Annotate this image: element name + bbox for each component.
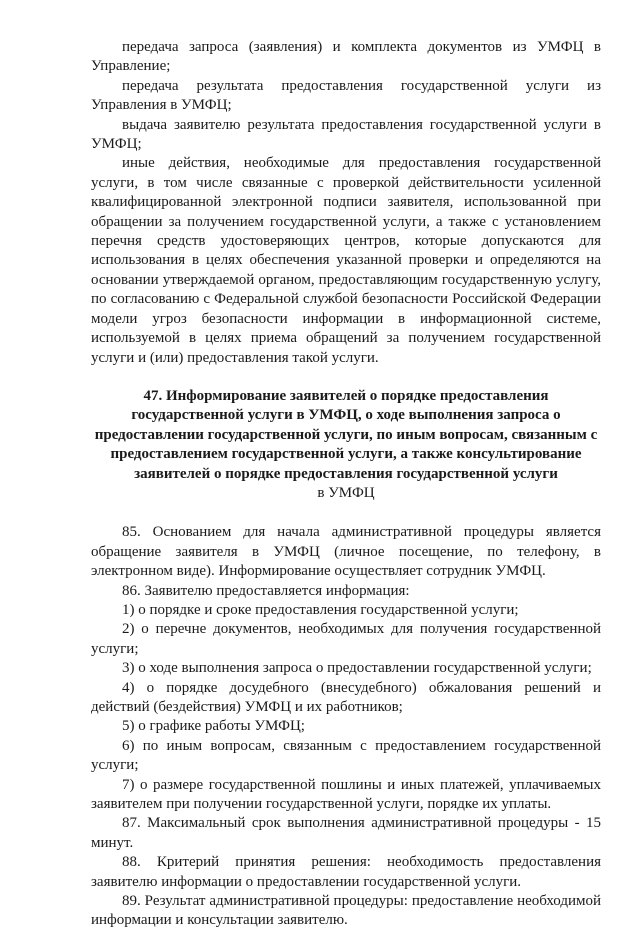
section-heading <box>91 387 601 503</box>
list-item: 3) о ходе выполнения запроса о предоставлении государственной услуги; <box>122 660 592 677</box>
list-item: 6) по иным вопросам, связанным с предоставлением государственной услуги; <box>91 737 601 774</box>
heading-line: предоставлением государственной услуги, а также консультирование <box>110 446 582 463</box>
list-item: 2) о перечне документов, необходимых для получения государственной услуги; <box>91 621 601 657</box>
heading-line: государственной услуги в УМФЦ, о ходе выполнения запроса о <box>131 407 561 424</box>
heading-line: в УМФЦ <box>317 484 375 501</box>
list-item: 1) о порядке и сроке предоставления государственной услуги; <box>122 601 519 618</box>
heading-line: 47. Информирование заявителей о порядке предоставления <box>143 387 549 404</box>
heading-line: заявителей о порядке предоставления государственной услуги <box>134 465 558 482</box>
paragraph: 86. Заявителю предоставляется информация: <box>122 582 410 599</box>
paragraph: 89. Результат административной процедуры: предоставление необходимой информации и консультации заявителю. <box>91 893 601 929</box>
heading-line: предоставлении государственной услуги, по иным вопросам, связанным с <box>94 426 598 443</box>
list-item: 7) о размере государственной пошлины и иных платежей, уплачиваемых заявителем при получении государственной услуги, порядке их уплаты. <box>91 776 601 813</box>
list-item: 4) о порядке досудебного (внесудебного) обжалования решений и действий (бездействия) УМФЦ и их работников; <box>91 679 601 715</box>
paragraph: выдача заявителю результата предоставления государственной услуги в УМФЦ; <box>91 116 601 153</box>
paragraph: передача запроса (заявления) и комплекта документов из УМФЦ в Управление; <box>91 39 601 75</box>
document-page <box>91 38 601 931</box>
paragraph: передача результата предоставления государственной услуги из Управления в УМФЦ; <box>91 77 601 114</box>
list-item: 5) о графике работы УМФЦ; <box>122 718 305 735</box>
paragraph: 88. Критерий принятия решения: необходимость предоставления заявителю информации о предоставлении государственной услуги. <box>91 854 601 890</box>
paragraph: иные действия, необходимые для предоставления государственной услуги, в том числе связанные с проверкой действительности усиленной квалифицированной электронной подписи заявителя, использованной при обращении за получением государственной услуги, а также с установлением перечня средств удостоверяющих центров, которые допускаются для использования в целях обеспечения указанной проверки и определяются на основании утверждаемой органом, предоставляющим государственную услугу, по согласованию с Федеральной службой безопасности Российской Федерации модели угроз безопасности информации в информационной системе, используемой в целях приема обращений за получением государственной услуги и (или) предоставления такой услуги. <box>91 155 601 366</box>
paragraph: 87. Максимальный срок выполнения административной процедуры - 15 минут. <box>91 815 601 851</box>
paragraph: 85. Основанием для начала административной процедуры является обращение заявителя в УМФЦ (личное посещение, по телефону, в электронном виде). Информирование осуществляет сотрудник УМФЦ. <box>91 524 601 580</box>
